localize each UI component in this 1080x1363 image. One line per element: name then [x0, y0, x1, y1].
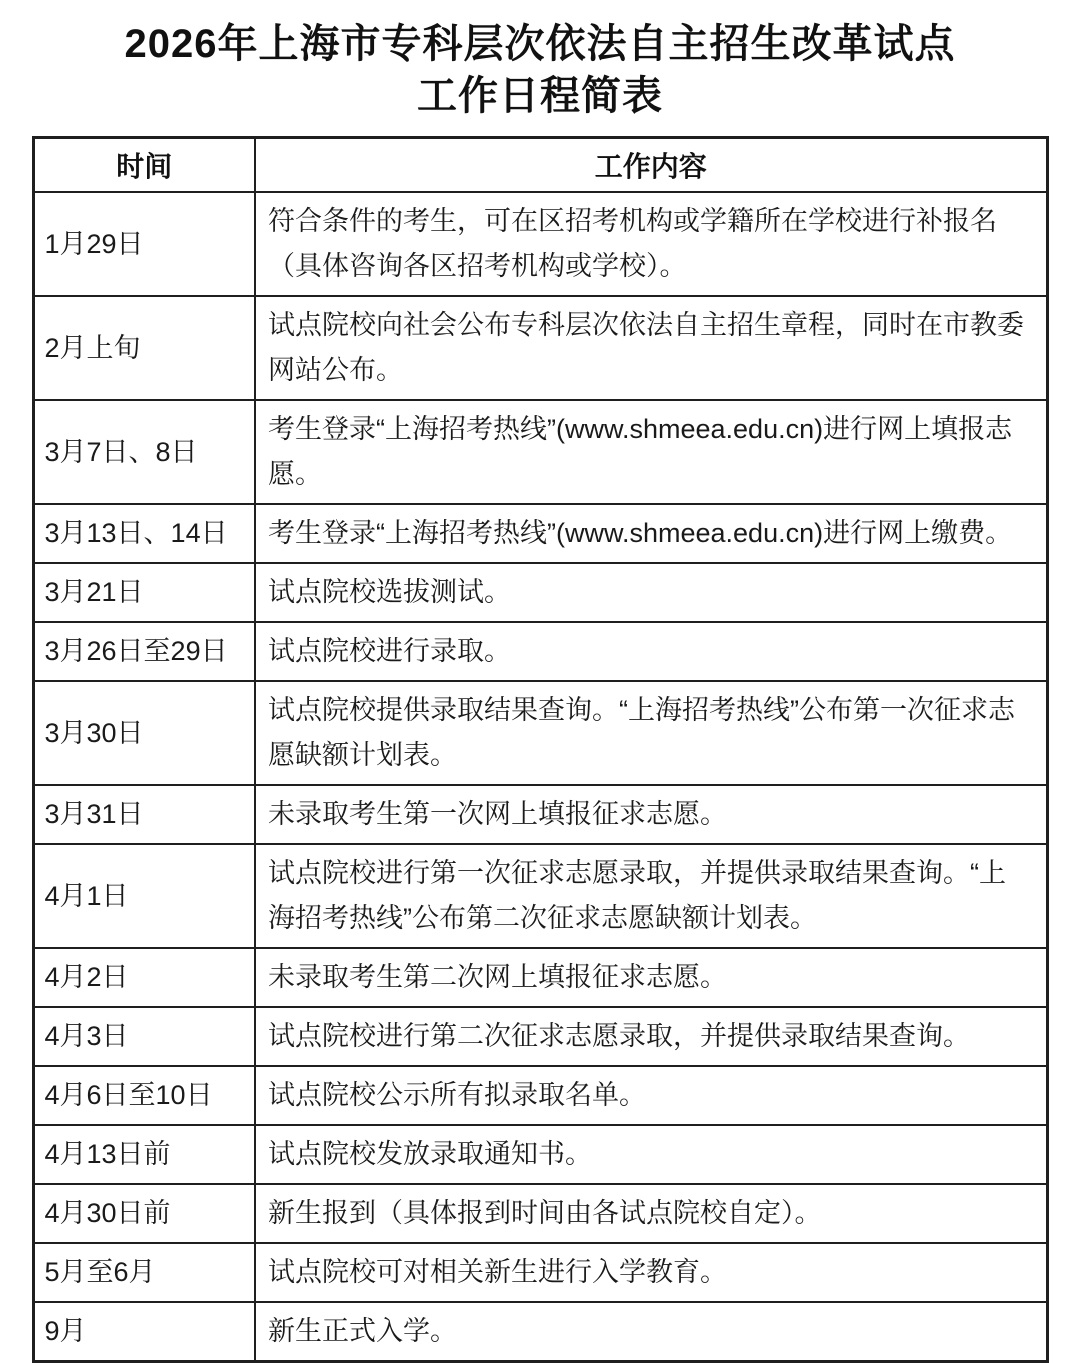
table-row	[33, 1184, 1047, 1243]
document-title-line2: 工作日程简表	[417, 74, 663, 118]
time-cell: 4月2日	[33, 948, 255, 1007]
content-cell: 未录取考生第一次网上填报征求志愿。	[255, 785, 1047, 844]
content-cell: 试点院校进行第二次征求志愿录取，并提供录取结果查询。	[255, 1007, 1047, 1066]
schedule-table	[32, 136, 1049, 1363]
table-row	[33, 400, 1047, 504]
table-header-row	[33, 138, 1047, 193]
table-row	[33, 1125, 1047, 1184]
table-row	[33, 1243, 1047, 1302]
content-cell: 新生报到（具体报到时间由各试点院校自定）。	[255, 1184, 1047, 1243]
time-cell: 1月29日	[33, 192, 255, 296]
time-cell: 9月	[33, 1302, 255, 1362]
time-cell: 4月30日前	[33, 1184, 255, 1243]
table-row	[33, 1066, 1047, 1125]
document-title	[0, 18, 1080, 122]
content-cell: 新生正式入学。	[255, 1302, 1047, 1362]
document-title-line1: 2026年上海市专科层次依法自主招生改革试点	[124, 22, 956, 66]
content-cell: 考生登录“上海招考热线”(www.shmeea.edu.cn)进行网上缴费。	[255, 504, 1047, 563]
time-cell: 3月26日至29日	[33, 622, 255, 681]
time-cell: 2月上旬	[33, 296, 255, 400]
content-cell: 试点院校提供录取结果查询。“上海招考热线”公布第一次征求志愿缺额计划表。	[255, 681, 1047, 785]
table-row	[33, 681, 1047, 785]
time-cell: 3月31日	[33, 785, 255, 844]
table-row	[33, 1007, 1047, 1066]
time-cell: 3月7日、8日	[33, 400, 255, 504]
table-row	[33, 563, 1047, 622]
content-cell: 试点院校选拔测试。	[255, 563, 1047, 622]
content-cell: 试点院校向社会公布专科层次依法自主招生章程，同时在市教委网站公布。	[255, 296, 1047, 400]
content-cell: 未录取考生第二次网上填报征求志愿。	[255, 948, 1047, 1007]
time-cell: 4月6日至10日	[33, 1066, 255, 1125]
time-cell: 3月30日	[33, 681, 255, 785]
schedule-table-body	[33, 192, 1047, 1362]
time-cell: 3月13日、14日	[33, 504, 255, 563]
column-header-time: 时间	[33, 138, 255, 193]
content-cell: 试点院校可对相关新生进行入学教育。	[255, 1243, 1047, 1302]
table-row	[33, 622, 1047, 681]
time-cell: 4月3日	[33, 1007, 255, 1066]
time-cell: 4月1日	[33, 844, 255, 948]
content-cell: 试点院校公示所有拟录取名单。	[255, 1066, 1047, 1125]
time-cell: 3月21日	[33, 563, 255, 622]
time-cell: 4月13日前	[33, 1125, 255, 1184]
content-cell: 符合条件的考生，可在区招考机构或学籍所在学校进行补报名（具体咨询各区招考机构或学校）。	[255, 192, 1047, 296]
content-cell: 考生登录“上海招考热线”(www.shmeea.edu.cn)进行网上填报志愿。	[255, 400, 1047, 504]
table-row	[33, 948, 1047, 1007]
content-cell: 试点院校进行录取。	[255, 622, 1047, 681]
table-row	[33, 1302, 1047, 1362]
table-row	[33, 844, 1047, 948]
column-header-content: 工作内容	[255, 138, 1047, 193]
content-cell: 试点院校进行第一次征求志愿录取，并提供录取结果查询。“上海招考热线”公布第二次征求志愿缺额计划表。	[255, 844, 1047, 948]
time-cell: 5月至6月	[33, 1243, 255, 1302]
table-row	[33, 504, 1047, 563]
table-row	[33, 192, 1047, 296]
content-cell: 试点院校发放录取通知书。	[255, 1125, 1047, 1184]
table-row	[33, 296, 1047, 400]
table-row	[33, 785, 1047, 844]
